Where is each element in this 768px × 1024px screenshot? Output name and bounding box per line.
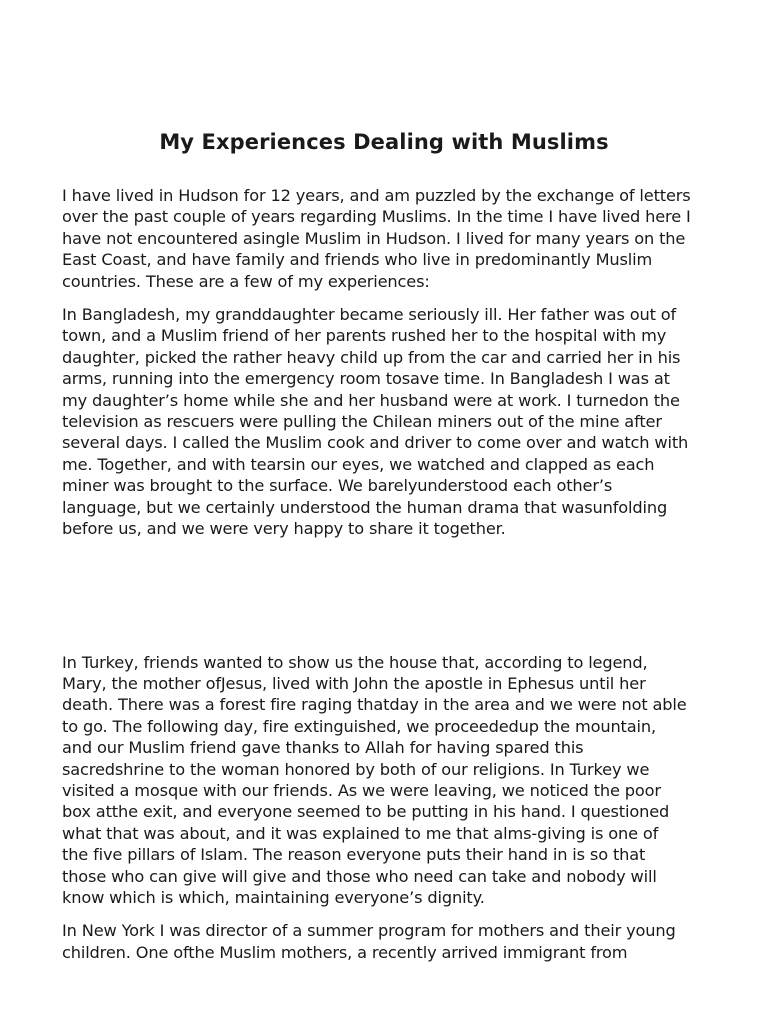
text-line: East Coast, and have family and friends who live in predominantly Muslim — [62, 250, 653, 270]
text-line: and our Muslim friend gave thanks to Allah for having spared this — [62, 738, 584, 758]
text-line: miner was brought to the surface. We barelyunderstood each other’s — [62, 476, 613, 496]
text-line: over the past couple of years regarding Muslims. In the time I have lived here I — [62, 207, 691, 227]
text-line: I have lived in Hudson for 12 years, and am puzzled by the exchange of letters — [62, 186, 691, 205]
text-line: In New York I was director of a summer program for mothers and their young — [62, 921, 676, 941]
text-line: visited a mosque with our friends. As we were leaving, we noticed the poor — [62, 780, 661, 800]
text-line: what that was about, and it was explained to me that alms-giving is one of — [62, 823, 659, 843]
text-line: In Bangladesh, my granddaughter became seriously ill. Her father was out of — [62, 305, 677, 325]
text-line: several days. I called the Muslim cook and driver to come over and watch with — [62, 433, 689, 453]
text-line: language, but we certainly understood the human drama that wasunfolding — [62, 497, 668, 517]
text-line: children. One ofthe Muslim mothers, a recently arrived immigrant from — [62, 942, 628, 962]
paragraph-spacer — [62, 540, 712, 596]
paragraph-hudson — [62, 185, 712, 292]
text-line: box atthe exit, and everyone seemed to be putting in his hand. I questioned — [62, 802, 670, 822]
text-line: countries. These are a few of my experiences: — [62, 271, 430, 291]
text-line: television as rescuers were pulling the Chilean miners out of the mine after — [62, 412, 662, 432]
text-line: Mary, the mother ofJesus, lived with John the apostle in Ephesus until her — [62, 673, 646, 693]
text-line: town, and a Muslim friend of her parents rushed her to the hospital with my — [62, 326, 667, 346]
text-line: In Turkey, friends wanted to show us the house that, according to legend, — [62, 652, 648, 672]
text-line: have not encountered asingle Muslim in Hudson. I lived for many years on the — [62, 228, 686, 248]
text-line: the five pillars of Islam. The reason everyone puts their hand in is so that — [62, 845, 646, 865]
text-line: arms, running into the emergency room tosave time. In Bangladesh I was at — [62, 369, 670, 389]
document-body — [62, 185, 712, 962]
paragraph-bangladesh — [62, 304, 712, 539]
text-line: death. There was a forest fire raging thatday in the area and we were not able — [62, 695, 687, 715]
paragraph-spacer — [62, 292, 712, 304]
text-line: daughter, picked the rather heavy child up from the car and carried her in his — [62, 347, 681, 367]
paragraph-new-york — [62, 920, 712, 963]
text-line: before us, and we were very happy to share it together. — [62, 519, 506, 539]
text-line: those who can give will give and those who need can take and nobody will — [62, 866, 657, 886]
text-line: my daughter’s home while she and her husband were at work. I turnedon the — [62, 390, 680, 410]
paragraph-turkey — [62, 652, 712, 909]
text-line: me. Together, and with tearsin our eyes, we watched and clapped as each — [62, 454, 655, 474]
paragraph-spacer — [62, 908, 712, 920]
text-line: know which is which, maintaining everyone’s dignity. — [62, 887, 485, 907]
document-title: My Experiences Dealing with Muslims — [159, 130, 609, 154]
text-line: to go. The following day, fire extinguished, we proceededup the mountain, — [62, 716, 656, 736]
text-line: sacredshrine to the woman honored by both of our religions. In Turkey we — [62, 759, 650, 779]
paragraph-spacer — [62, 596, 712, 652]
